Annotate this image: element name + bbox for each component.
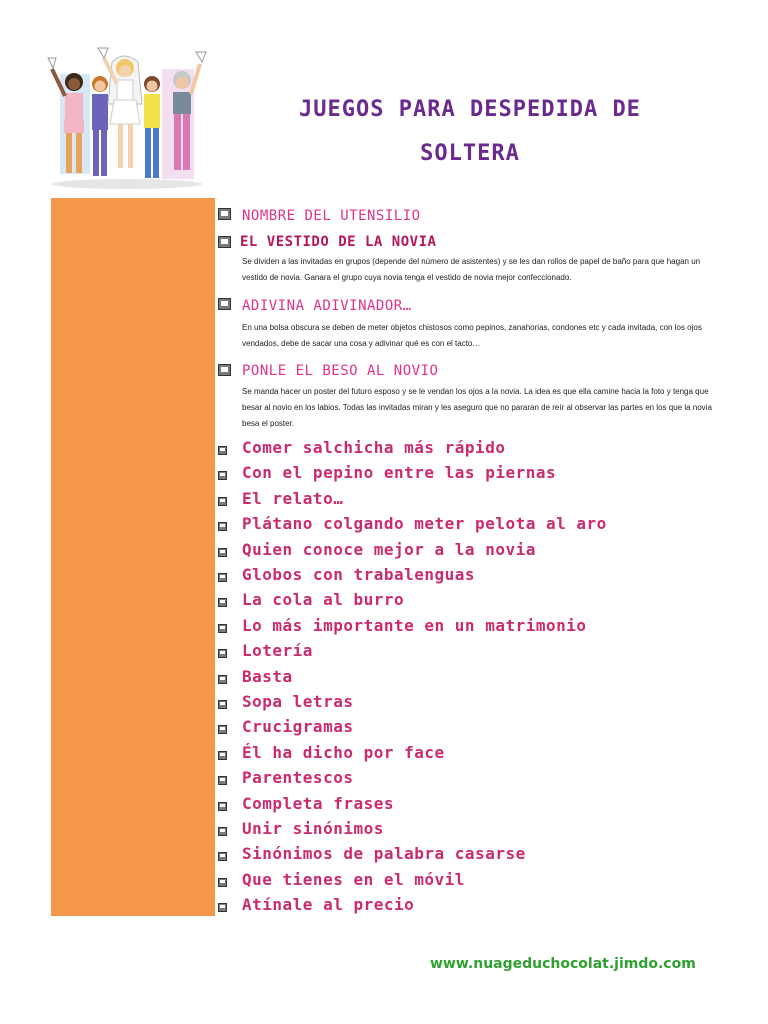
bullet-icon [218, 802, 227, 811]
game-item: Sinónimos de palabra casarse [242, 844, 526, 864]
game-item: Él ha dicho por face [242, 742, 445, 762]
section-heading: NOMBRE DEL UTENSILIO [242, 208, 421, 224]
bullet-icon [218, 497, 227, 506]
bullet-icon [218, 364, 231, 376]
footer-website: www.nuageduchocolat.jimdo.com [430, 956, 696, 972]
bullet-icon [218, 649, 227, 658]
page-title [220, 88, 720, 176]
bullet-icon [218, 624, 227, 633]
section-heading: PONLE EL BESO AL NOVIO [242, 363, 439, 379]
game-item: Basta [242, 666, 293, 686]
bullet-icon [218, 700, 227, 709]
game-item: Lotería [242, 641, 313, 661]
bullet-icon [218, 827, 227, 836]
title-line-1: JUEGOS PARA DESPEDIDA DE [299, 97, 641, 122]
bachelorette-party-illustration [42, 44, 212, 192]
game-item: La cola al burro [242, 590, 405, 610]
section-body: Se dividen a las invitadas en grupos (depende del número de asistentes) y se les dan rollos de papel de baño para que hagan un vestido de novia. Ganara el grupo cuya novia tenga el vestido de novia mejor confeccionado. [242, 257, 701, 282]
game-item: Plátano colgando meter pelota al aro [242, 514, 607, 534]
bullet-icon [218, 751, 227, 760]
game-item: El relato… [242, 488, 344, 508]
bullet-icon [218, 776, 227, 785]
bullet-icon [218, 573, 227, 582]
bullet-icon [218, 446, 227, 455]
section-heading: ADIVINA ADIVINADOR… [242, 298, 412, 314]
game-item: Parentescos [242, 768, 354, 788]
game-item: Atínale al precio [242, 895, 415, 915]
game-item: Unir sinónimos [242, 819, 384, 838]
bullet-icon [218, 522, 227, 531]
bullet-icon [218, 852, 227, 861]
bullet-icon [218, 471, 227, 480]
bullet-icon [218, 598, 227, 607]
section-heading: EL VESTIDO DE LA NOVIA [240, 234, 437, 250]
bullet-icon [218, 725, 227, 734]
game-item: Quien conoce mejor a la novia [242, 539, 536, 559]
bullet-icon [218, 236, 231, 248]
game-item: Que tienes en el móvil [242, 869, 465, 889]
bullet-icon [218, 298, 231, 310]
bullet-icon [218, 208, 231, 220]
bullet-icon [218, 675, 227, 684]
bullet-icon [218, 903, 227, 912]
section-body: Se manda hacer un poster del futuro esposo y se le vendan los ojos a la novia. La idea es que ella camine hacia la foto y tenga que besar al novio en los labios. Todas las invitadas miran y les aseguro que no pararan de reír al observar las partes en los que la novia besa el poster. [242, 387, 712, 428]
section-body: En una bolsa obscura se deben de meter objetos chistosos como pepinos, zanahorias, condones etc y cada invitada, con los ojos vendados, debe de sacar una cosa y adivinar qué es con el tacto… [242, 323, 702, 348]
title-line-2: SOLTERA [420, 141, 520, 166]
game-item: Comer salchicha más rápido [242, 438, 506, 457]
game-item: Con el pepino entre las piernas [242, 463, 557, 483]
game-item: Crucigramas [242, 717, 354, 737]
sidebar-decorative-bar [51, 198, 215, 916]
game-item: Globos con trabalenguas [242, 565, 476, 584]
game-item: Lo más importante en un matrimonio [242, 615, 587, 635]
game-item: Completa frases [242, 793, 394, 813]
bullet-icon [218, 878, 227, 887]
game-item: Sopa letras [242, 692, 354, 711]
bullet-icon [218, 548, 227, 557]
